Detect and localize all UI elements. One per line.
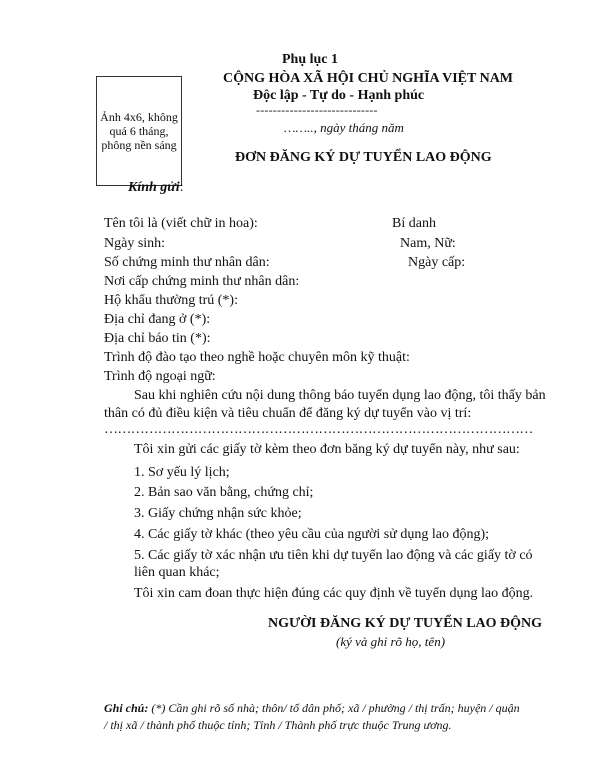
field-alias: Bí danh [392, 216, 436, 231]
date-line: …….., ngày tháng năm [284, 120, 404, 135]
footnote-label: Ghi chú: [104, 701, 149, 715]
field-education: Trình độ đào tạo theo nghề hoặc chuyên môn kỹ thuật: [104, 350, 410, 365]
photo-box-text: Ảnh 4x6, không quá 6 tháng, phông nền sáng [100, 110, 178, 152]
signature-note: (ký và ghi rõ họ, tên) [336, 634, 446, 649]
appendix-label: Phụ lục 1 [282, 52, 339, 67]
photo-placeholder-box [96, 76, 182, 186]
field-issue-date: Ngày cấp: [408, 255, 466, 270]
attachment-item-1: 1. Sơ yếu lý lịch; [134, 465, 230, 480]
field-language: Trình độ ngoại ngữ: [104, 369, 216, 384]
attachment-item-5: 5. Các giấy tờ xác nhận ưu tiên khi dự tuyển lao động và các giấy tờ có [134, 548, 533, 563]
field-id-number: Số chứng minh thư nhân dân: [104, 255, 270, 270]
attachment-item-5-continued: liên quan khác; [134, 565, 220, 580]
form-title: ĐƠN ĐĂNG KÝ DỰ TUYỂN LAO ĐỘNG [235, 150, 492, 165]
field-issue-place: Nơi cấp chứng minh thư nhân dân: [104, 274, 300, 289]
field-full-name: Tên tôi là (viết chữ in hoa): [104, 216, 258, 231]
salutation-colon: : [179, 180, 184, 195]
signature-title: NGƯỜI ĐĂNG KÝ DỰ TUYỂN LAO ĐỘNG [268, 616, 543, 631]
republic-title: CỘNG HÒA XÃ HỘI CHỦ NGHĨA VIỆT NAM [223, 71, 514, 86]
field-current-address: Địa chỉ đang ở (*): [104, 312, 211, 327]
field-dob: Ngày sinh: [104, 236, 166, 251]
attachment-item-4: 4. Các giấy tờ khác (theo yêu cầu của người sử dụng lao động); [134, 527, 489, 542]
intro-line-2: thân có đủ điều kiện và tiêu chuẩn để đăng ký dự tuyển vào vị trí: [104, 406, 472, 421]
attachment-item-2: 2. Bản sao văn bằng, chứng chỉ; [134, 485, 314, 500]
field-gender: Nam, Nữ: [400, 236, 456, 251]
position-dotted-line: …………………………………………………………………………………… [104, 422, 533, 437]
attachments-intro: Tôi xin gửi các giấy tờ kèm theo đơn băng ký dự tuyển này, như sau: [134, 442, 520, 457]
intro-line-1: Sau khi nghiên cứu nội dung thông báo tuyển dụng lao động, tôi thấy bản [134, 388, 546, 403]
footnote-line-2: / thị xã / thành phố thuộc tỉnh; Tỉnh / Thành phố trực thuộc Trung ương. [104, 718, 452, 732]
commitment-statement: Tôi xin cam đoan thực hiện đúng các quy định về tuyển dụng lao động. [134, 586, 534, 601]
field-mail-address: Địa chỉ báo tin (*): [104, 331, 211, 346]
field-household: Hộ khẩu thường trú (*): [104, 293, 238, 308]
header-rule: ----------------------------- [256, 103, 378, 117]
salutation [128, 180, 183, 196]
footnote-text-1: (*) Cần ghi rõ số nhà; thôn/ tổ dân phố; xã / phường / thị trấn; huyện / quận [148, 701, 520, 715]
footnote-line-1 [104, 701, 520, 716]
salutation-label: Kính gửi [128, 180, 180, 195]
national-motto: Độc lập - Tự do - Hạnh phúc [253, 88, 425, 103]
attachment-item-3: 3. Giấy chứng nhận sức khỏe; [134, 506, 302, 521]
